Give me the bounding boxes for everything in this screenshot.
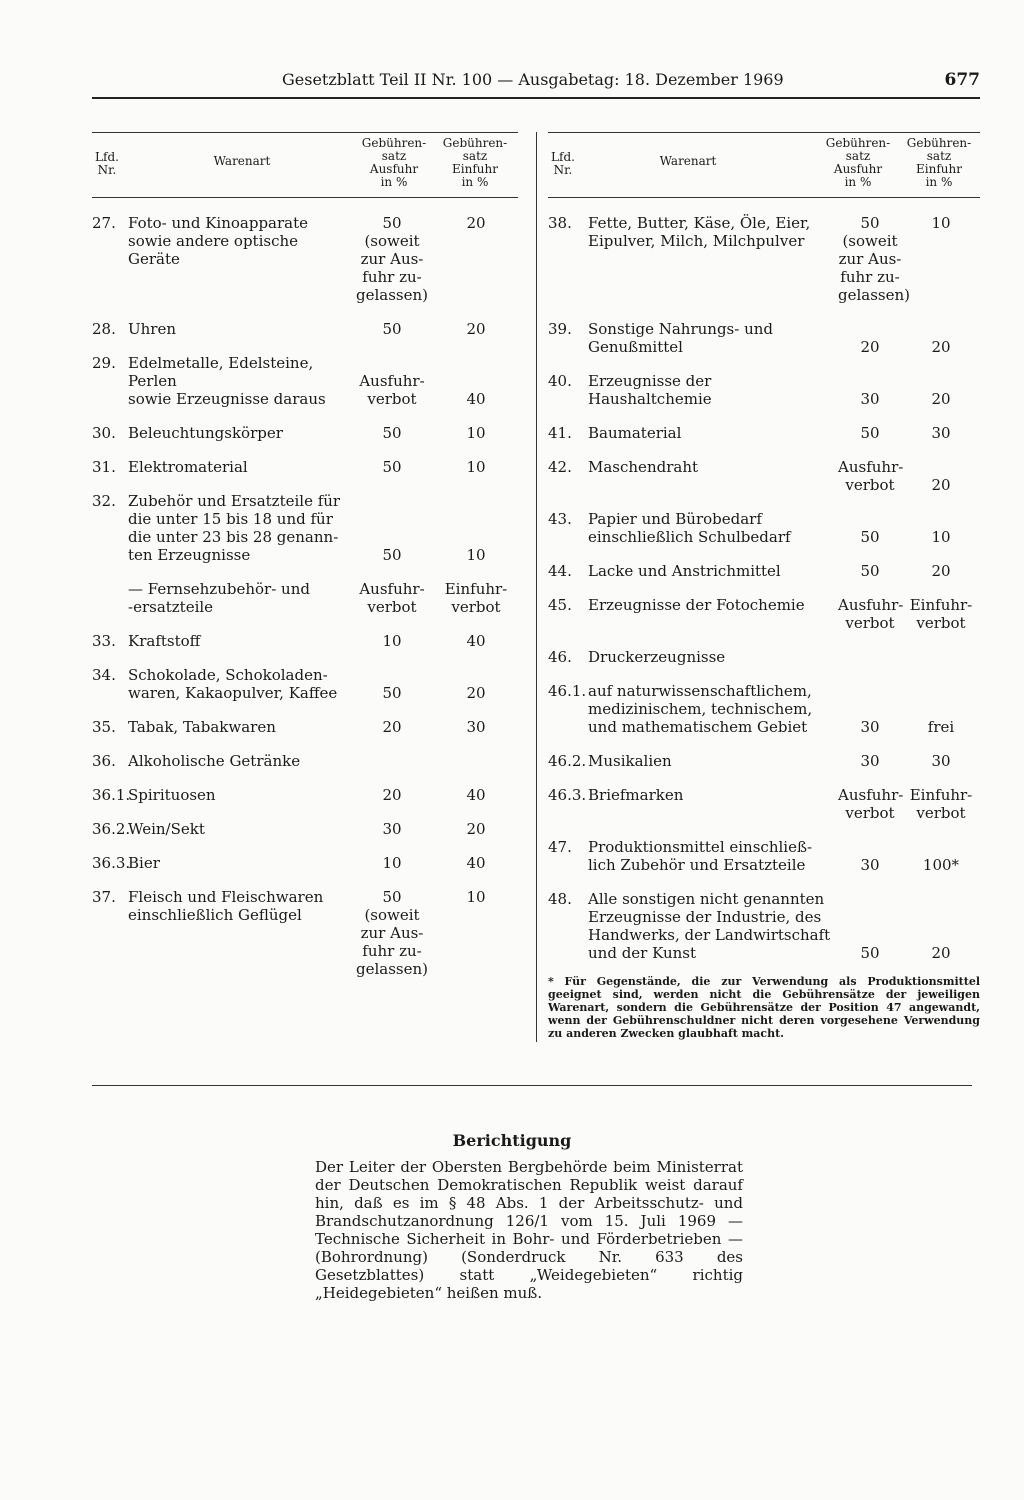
row-einfuhr: 40 bbox=[466, 786, 486, 804]
row-warenart: Erzeugnisse der Fotochemie bbox=[588, 596, 805, 614]
row-number: 28. bbox=[92, 320, 116, 338]
row-ausfuhr: 50 bbox=[860, 562, 880, 580]
berichtigung-title: Berichtigung bbox=[452, 1131, 572, 1150]
row-einfuhr: 20 bbox=[466, 320, 486, 338]
row-einfuhr: Einfuhr- verbot bbox=[909, 596, 973, 632]
row-einfuhr: 10 bbox=[466, 458, 486, 476]
header-einfuhr: Gebühren- satz Einfuhr in % bbox=[442, 136, 508, 189]
row-number: 47. bbox=[548, 838, 572, 856]
row-einfuhr: 40 bbox=[466, 632, 486, 650]
header-nr: Lfd. Nr. bbox=[551, 150, 575, 177]
row-einfuhr: Einfuhr- verbot bbox=[909, 786, 973, 822]
page-number: 677 bbox=[944, 70, 980, 90]
row-number: 36. bbox=[92, 752, 116, 770]
table-row bbox=[548, 752, 980, 770]
row-number: 34. bbox=[92, 666, 116, 684]
row-warenart: Tabak, Tabakwaren bbox=[128, 718, 276, 736]
row-warenart: Bier bbox=[128, 854, 160, 872]
row-einfuhr: 20 bbox=[931, 562, 951, 580]
table-row bbox=[92, 786, 518, 804]
table-header bbox=[92, 132, 518, 198]
row-number: 48. bbox=[548, 890, 572, 908]
row-number: 35. bbox=[92, 718, 116, 736]
page-header bbox=[92, 70, 980, 92]
row-ausfuhr: Ausfuhr- verbot bbox=[838, 458, 904, 494]
row-ausfuhr: 20 bbox=[382, 718, 402, 736]
table-row bbox=[548, 510, 980, 546]
row-einfuhr: 20 bbox=[466, 820, 486, 838]
table-row bbox=[92, 888, 518, 978]
row-ausfuhr: 50 (soweit zur Aus- fuhr zu- gelassen) bbox=[838, 214, 911, 304]
row-ausfuhr: 50 bbox=[382, 546, 402, 564]
column-divider bbox=[536, 132, 537, 1042]
row-number: 46.2. bbox=[548, 752, 587, 770]
row-number: 41. bbox=[548, 424, 572, 442]
table-row bbox=[92, 666, 518, 702]
table-row bbox=[92, 752, 518, 770]
table-row bbox=[548, 648, 980, 666]
header-warenart: Warenart bbox=[213, 154, 271, 168]
table-row bbox=[548, 424, 980, 442]
table-row bbox=[92, 854, 518, 872]
row-warenart: Foto- und Kinoapparate sowie andere optische Geräte bbox=[128, 214, 309, 268]
row-einfuhr: 30 bbox=[931, 424, 951, 442]
row-ausfuhr: 30 bbox=[860, 390, 880, 408]
row-einfuhr: 40 bbox=[466, 854, 486, 872]
row-ausfuhr: 30 bbox=[860, 718, 880, 736]
table-row bbox=[92, 632, 518, 650]
row-number: 39. bbox=[548, 320, 572, 338]
header-title: Gesetzblatt Teil II Nr. 100 — Ausgabetag: 18. Dezember 1969 bbox=[282, 70, 784, 89]
row-einfuhr: 20 bbox=[931, 390, 951, 408]
row-warenart: Beleuchtungskörper bbox=[128, 424, 283, 442]
row-number: 31. bbox=[92, 458, 116, 476]
table-row bbox=[92, 820, 518, 838]
row-warenart: Briefmarken bbox=[588, 786, 684, 804]
table-row bbox=[92, 492, 518, 564]
footnote: * Für Gegenstände, die zur Verwendung als Produktionsmittel geeignet sind, werden nicht die Gebührensätze der jeweiligen Warenart, sondern die Gebührensätze der Position 47 angewandt, wenn der Gebührenschuldner nicht deren vorgesehene Verwendung zu anderen Zwecken glaubhaft macht. bbox=[548, 975, 980, 1040]
row-einfuhr: frei bbox=[927, 718, 955, 736]
table-header bbox=[548, 132, 980, 198]
row-number: 44. bbox=[548, 562, 572, 580]
berichtigung-text bbox=[315, 1158, 743, 1302]
row-einfuhr: 10 bbox=[466, 888, 486, 906]
table-row bbox=[548, 596, 980, 632]
row-number: 46. bbox=[548, 648, 572, 666]
row-einfuhr: 20 bbox=[931, 476, 951, 494]
table-row bbox=[548, 372, 980, 408]
row-warenart: Maschendraht bbox=[588, 458, 699, 476]
row-number: 30. bbox=[92, 424, 116, 442]
table-row bbox=[92, 580, 518, 616]
row-number: 37. bbox=[92, 888, 116, 906]
row-ausfuhr: Ausfuhr- verbot bbox=[838, 596, 904, 632]
row-warenart: — Fernsehzubehör- und -ersatzteile bbox=[128, 580, 310, 616]
table-row bbox=[548, 682, 980, 736]
table-row bbox=[548, 786, 980, 822]
header-nr: Lfd. Nr. bbox=[95, 150, 119, 177]
row-ausfuhr: 20 bbox=[382, 786, 402, 804]
row-ausfuhr: 20 bbox=[860, 338, 880, 356]
table-row bbox=[92, 214, 518, 304]
row-number: 46.3. bbox=[548, 786, 587, 804]
row-warenart: Zubehör und Ersatzteile für die unter 15 bis 18 und für die unter 23 bis 28 genann- ten Erzeugnisse bbox=[128, 492, 341, 564]
table-row bbox=[548, 458, 980, 494]
row-ausfuhr: 30 bbox=[860, 752, 880, 770]
right-table bbox=[548, 132, 980, 978]
row-einfuhr: 20 bbox=[466, 684, 486, 702]
row-warenart: Schokolade, Schokoladen- waren, Kakaopulver, Kaffee bbox=[128, 666, 338, 702]
row-warenart: Alkoholische Getränke bbox=[128, 752, 301, 770]
row-ausfuhr: Ausfuhr- verbot bbox=[359, 372, 425, 408]
table-row bbox=[92, 718, 518, 736]
row-number: 36.2. bbox=[92, 820, 131, 838]
row-warenart: Edelmetalle, Edelsteine, Perlen sowie Erzeugnisse daraus bbox=[128, 354, 326, 408]
row-einfuhr: Einfuhr- verbot bbox=[444, 580, 508, 616]
left-table bbox=[92, 132, 518, 994]
row-einfuhr: 20 bbox=[931, 944, 951, 962]
row-number: 45. bbox=[548, 596, 572, 614]
header-einfuhr: Gebühren- satz Einfuhr in % bbox=[906, 136, 972, 189]
table-row bbox=[92, 354, 518, 408]
row-einfuhr: 100* bbox=[922, 856, 960, 874]
row-warenart: Baumaterial bbox=[588, 424, 682, 442]
row-einfuhr: 20 bbox=[931, 338, 951, 356]
row-number: 27. bbox=[92, 214, 116, 232]
section-separator bbox=[92, 1085, 972, 1086]
row-warenart: Fleisch und Fleischwaren einschließlich Geflügel bbox=[128, 888, 324, 924]
row-ausfuhr: 50 bbox=[860, 424, 880, 442]
row-number: 40. bbox=[548, 372, 572, 390]
row-ausfuhr: 50 bbox=[860, 528, 880, 546]
table-row bbox=[548, 320, 980, 356]
header-ausfuhr: Gebühren- satz Ausfuhr in % bbox=[825, 136, 891, 189]
row-einfuhr: 10 bbox=[931, 214, 951, 232]
row-ausfuhr: 50 (soweit zur Aus- fuhr zu- gelassen) bbox=[355, 888, 428, 978]
table-row bbox=[548, 214, 980, 304]
table-row bbox=[548, 838, 980, 874]
row-warenart: Musikalien bbox=[588, 752, 672, 770]
row-einfuhr: 30 bbox=[466, 718, 486, 736]
row-einfuhr: 10 bbox=[466, 424, 486, 442]
row-ausfuhr: Ausfuhr- verbot bbox=[838, 786, 904, 822]
row-warenart: Produktionsmittel einschließ- lich Zubehör und Ersatzteile bbox=[588, 838, 813, 874]
row-number: 46.1. bbox=[548, 682, 587, 700]
row-number: 43. bbox=[548, 510, 572, 528]
row-ausfuhr: Ausfuhr- verbot bbox=[359, 580, 425, 616]
row-ausfuhr: 50 bbox=[382, 458, 402, 476]
row-warenart: Lacke und Anstrichmittel bbox=[588, 562, 781, 580]
table-row bbox=[548, 890, 980, 962]
row-ausfuhr: 50 bbox=[860, 944, 880, 962]
row-einfuhr: 20 bbox=[466, 214, 486, 232]
left-rows bbox=[92, 198, 518, 978]
row-ausfuhr: 50 bbox=[382, 684, 402, 702]
row-warenart: Spirituosen bbox=[128, 786, 216, 804]
table-row bbox=[548, 562, 980, 580]
row-warenart: Sonstige Nahrungs- und Genußmittel bbox=[588, 320, 774, 356]
row-number: 36.1. bbox=[92, 786, 131, 804]
row-ausfuhr: 10 bbox=[382, 854, 402, 872]
row-einfuhr: 40 bbox=[466, 390, 486, 408]
row-warenart: Papier und Bürobedarf einschließlich Schulbedarf bbox=[588, 510, 791, 546]
row-warenart: Wein/Sekt bbox=[128, 820, 205, 838]
header-ausfuhr: Gebühren- satz Ausfuhr in % bbox=[361, 136, 427, 189]
table-row bbox=[92, 458, 518, 476]
row-warenart: Fette, Butter, Käse, Öle, Eier, Eipulver, Milch, Milchpulver bbox=[588, 214, 811, 250]
right-rows bbox=[548, 198, 980, 962]
row-einfuhr: 30 bbox=[931, 752, 951, 770]
row-ausfuhr: 50 bbox=[382, 320, 402, 338]
row-einfuhr: 10 bbox=[466, 546, 486, 564]
row-ausfuhr: 50 (soweit zur Aus- fuhr zu- gelassen) bbox=[355, 214, 428, 304]
row-number: 36.3. bbox=[92, 854, 131, 872]
berichtigung-paragraph: Der Leiter der Obersten Bergbehörde beim Ministerrat der Deutschen Demokratischen Republik weist darauf hin, daß es im § 48 Abs. 1 der Arbeitsschutz- und Brandschutzanordnung 126/1 vom 15. Juli 1969 — Technische Sicherheit in Bohr- und Förderbetrieben — (Bohrordnung) (Sonderdruck Nr. 633 des Gesetzblattes) statt „Weidegebieten“ richtig „Heidegebieten“ heißen muß. bbox=[315, 1158, 743, 1302]
row-warenart: Elektromaterial bbox=[128, 458, 248, 476]
row-ausfuhr: 30 bbox=[860, 856, 880, 874]
header-rule bbox=[92, 97, 980, 99]
row-warenart: Kraftstoff bbox=[128, 632, 201, 650]
row-warenart: Alle sonstigen nicht genannten Erzeugnisse der Industrie, des Handwerks, der Landwirtschaft und der Kunst bbox=[588, 890, 831, 962]
row-einfuhr: 10 bbox=[931, 528, 951, 546]
header-warenart: Warenart bbox=[659, 154, 717, 168]
row-warenart: Druckerzeugnisse bbox=[588, 648, 726, 666]
row-warenart: auf naturwissenschaftlichem, medizinischem, technischem, und mathematischem Gebiet bbox=[588, 682, 813, 736]
row-warenart: Uhren bbox=[128, 320, 177, 338]
row-ausfuhr: 50 bbox=[382, 424, 402, 442]
row-number: 32. bbox=[92, 492, 116, 510]
row-number: 33. bbox=[92, 632, 116, 650]
row-number: 38. bbox=[548, 214, 572, 232]
row-ausfuhr: 30 bbox=[382, 820, 402, 838]
row-number: 42. bbox=[548, 458, 572, 476]
table-row bbox=[92, 424, 518, 442]
row-number: 29. bbox=[92, 354, 116, 372]
table-row bbox=[92, 320, 518, 338]
row-warenart: Erzeugnisse der Haushaltchemie bbox=[588, 372, 712, 408]
row-ausfuhr: 10 bbox=[382, 632, 402, 650]
row-number bbox=[92, 580, 128, 616]
